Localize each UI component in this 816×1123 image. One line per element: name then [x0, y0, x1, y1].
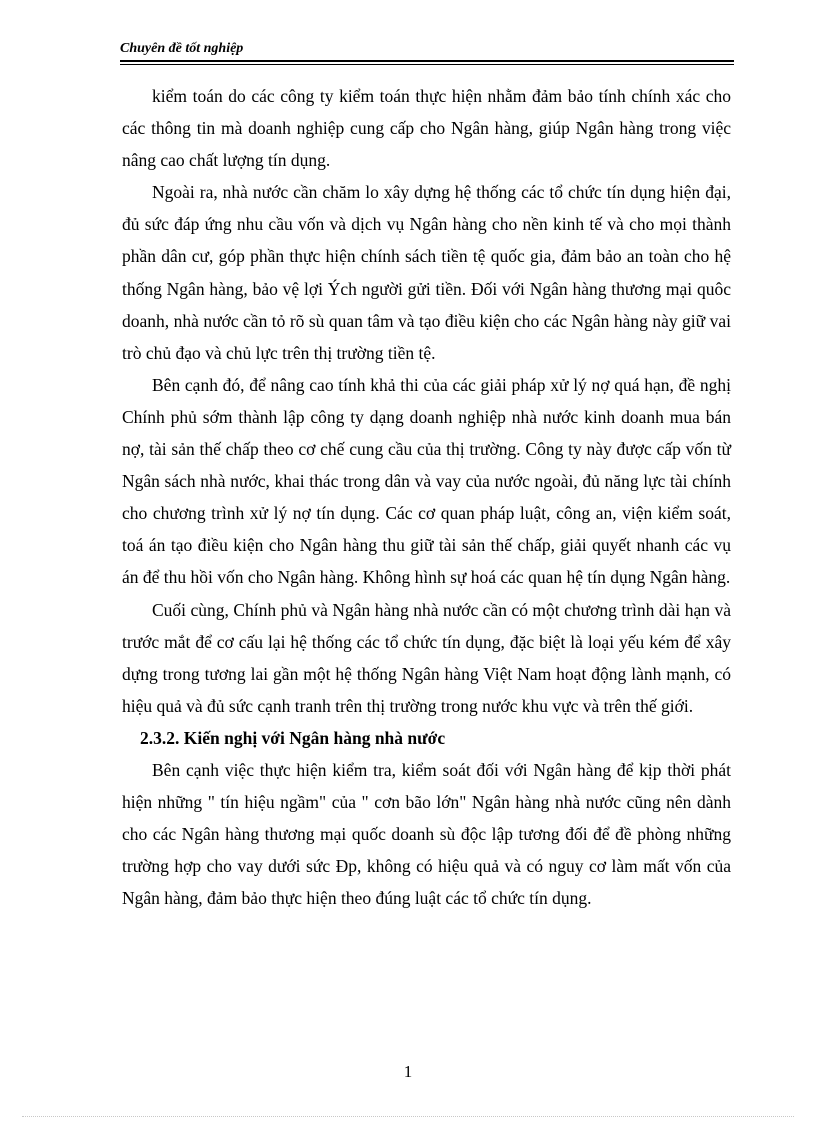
body-paragraph: Cuối cùng, Chính phủ và Ngân hàng nhà nước cần có một chương trình dài hạn và trước mắt để cơ cấu lại hệ thống các tổ chức tín dụng, đặc biệt là loại yếu kém để xây dựng trong tương lai gần một hệ thống Ngân hàng Việt Nam hoạt động lành mạnh, có hiệu quả và đủ sức cạnh tranh trên thị trường trong nước khu vực và trên thế giới.: [122, 599, 731, 716]
header-rule-thin: [120, 64, 734, 65]
page-number: 1: [403, 1062, 413, 1081]
body-paragraph: Bên cạnh đó, để nâng cao tính khả thi của các giải pháp xử lý nợ quá hạn, đề nghị Chính phủ sớm thành lập công ty dạng doanh nghiệp nhà nước kinh doanh mua bán nợ, tài sản thế chấp theo cơ chế cung cầu của thị trường. Công ty này được cấp vốn từ Ngân sách nhà nước, khai thác trong dân và vay của nước ngoài, đủ năng lực tài chính cho chương trình xử lý nợ tín dụng. Các cơ quan pháp luật, công an, viện kiểm soát, toá án tạo điều kiện cho Ngân hàng thu giữ tài sản thế chấp, giải quyết nhanh các vụ án để thu hồi vốn cho Ngân hàng. Không hình sự hoá các quan hệ tín dụng Ngân hàng.: [122, 374, 731, 588]
body-paragraph: kiểm toán do các công ty kiểm toán thực hiện nhằm đảm bảo tính chính xác cho các thông tin mà doanh nghiệp cung cấp cho Ngân hàng, giúp Ngân hàng trong việc nâng cao chất lượng tín dụng.: [122, 86, 731, 171]
section-paragraph: Bên cạnh việc thực hiện kiểm tra, kiểm soát đối với Ngân hàng để kịp thời phát hiện những " tín hiệu ngầm" của " cơn bão lớn" Ngân hàng nhà nước cũng nên dành cho các Ngân hàng thương mại quốc doanh sù độc lập tương đối để đề phòng những trường hợp cho vay dưới sức Ðp, không có hiệu quả và có nguy cơ làm mất vốn của Ngân hàng, đảm bảo thực hiện theo đúng luật các tổ chức tín dụng.: [122, 759, 731, 909]
section-heading: 2.3.2. Kiến nghị với Ngân hàng nhà nước: [140, 727, 446, 748]
page-header: [120, 40, 734, 65]
page-bottom-border: [22, 1116, 794, 1117]
body-paragraph: Ngoài ra, nhà nước cần chăm lo xây dựng hệ thống các tổ chức tín dụng hiện đại, đủ sức đáp ứng nhu cầu vốn và dịch vụ Ngân hàng cho nền kinh tế và cho mọi thành phần dân cư, góp phần thực hiện chính sách tiền tệ quốc gia, đảm bảo an toàn cho hệ thống Ngân hàng, bảo vệ lợi Ých người gửi tiền. Đối với Ngân hàng thương mại quôc doanh, nhà nước cần tỏ rõ sù quan tâm và tạo điều kiện cho các Ngân hàng này giữ vai trò chủ đạo và chủ lực trên thị trường tiền tệ.: [122, 182, 731, 363]
document-body: [122, 80, 731, 914]
header-title: Chuyên đề tốt nghiệp: [120, 41, 244, 56]
header-rule-thick: [120, 60, 734, 62]
